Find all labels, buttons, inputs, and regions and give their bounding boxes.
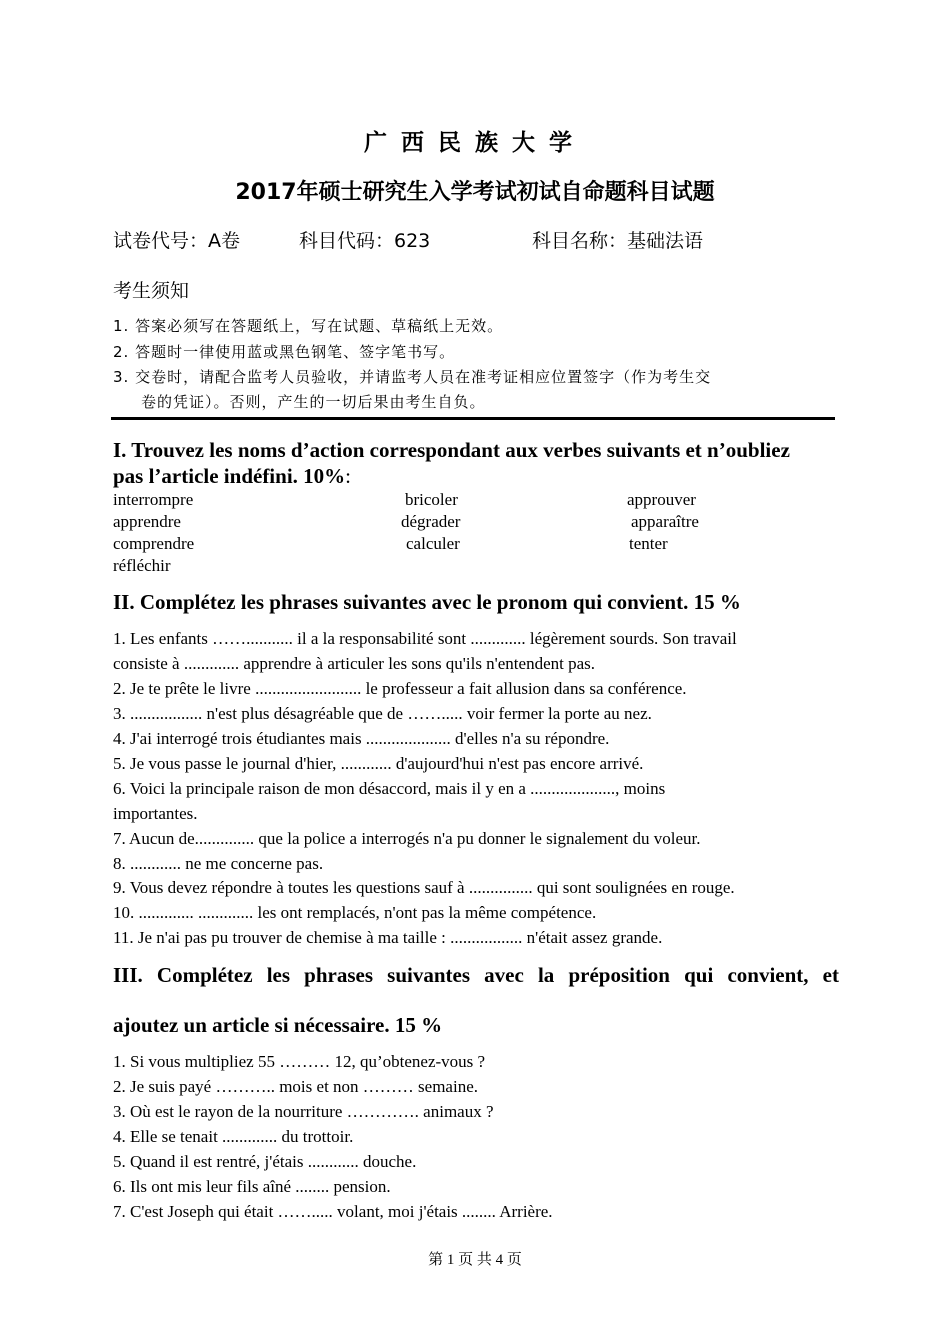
divider-rule xyxy=(111,417,835,420)
notice-title: 考生须知 xyxy=(113,280,190,302)
exercise-line: 7. C'est Joseph qui était ……..... volant, moi j'étais ........ Arrière. xyxy=(113,1202,553,1221)
word-item: dégrader xyxy=(401,512,461,531)
subject-name: 科目名称：基础法语 xyxy=(532,230,704,252)
word-item: interrompre xyxy=(113,490,194,509)
exercise-line: 2. Je suis payé ……….. mois et non ……… semaine. xyxy=(113,1077,478,1096)
exercise-line: 6. Ils ont mis leur fils aîné ........ pension. xyxy=(113,1177,391,1196)
exercise-line: 8. ............ ne me concerne pas. xyxy=(113,854,324,873)
subject-code: 科目代码：623 xyxy=(299,230,431,252)
exercise-line: 3. Où est le rayon de la nourriture …………. animaux ? xyxy=(113,1102,494,1121)
word-item: bricoler xyxy=(405,490,458,509)
exercise-line: 3. ................. n'est plus désagréable que de ……..... voir fermer la porte au nez. xyxy=(113,704,652,723)
notice-item: 卷的凭证）。否则，产生的一切后果由考生自负。 xyxy=(141,393,486,411)
university-name: 广西民族大学 xyxy=(364,130,586,156)
page-number: 第 1 页 共 4 页 xyxy=(428,1252,522,1268)
exercise-line: 9. Vous devez répondre à toutes les questions sauf à ............... qui sont soulignées en rouge. xyxy=(113,878,735,897)
exercise-line: 10. ............. ............. les ont remplacés, n'ont pas la même compétence. xyxy=(113,903,597,922)
exercise-line: 7. Aucun de.............. que la police a interrogés n'a pu donner le signalement du voleur. xyxy=(113,829,701,848)
exercise-line: 2. Je te prête le livre ......................... le professeur a fait allusion dans sa conférence. xyxy=(113,679,687,698)
word-item: réfléchir xyxy=(113,556,171,575)
exercise-line: 5. Quand il est rentré, j'étais ............ douche. xyxy=(113,1152,417,1171)
exam-title: 2017年硕士研究生入学考试初试自命题科目试题 xyxy=(235,180,715,205)
exam-meta xyxy=(113,226,703,253)
section1-title-colon: : xyxy=(345,464,352,488)
paper-code: 试卷代号：A卷 xyxy=(113,230,240,252)
exercise-line: 4. J'ai interrogé trois étudiantes mais .................... d'elles n'a su répondre. xyxy=(113,729,610,748)
word-item: approuver xyxy=(627,490,696,509)
section1-title-line2: pas l’article indéfini. 10% xyxy=(113,464,346,488)
exercise-line: 1. Les enfants ……........... il a la responsabilité sont ............. légèrement sourds. Son travail xyxy=(113,629,737,648)
exercise-line: 6. Voici la principale raison de mon désaccord, mais il y en a ...................., moins xyxy=(113,779,666,798)
notice-item: 1. 答案必须写在答题纸上，写在试题、草稿纸上无效。 xyxy=(113,317,504,335)
section3-title-cont: ajoutez un article si nécessaire. 15 % xyxy=(113,1013,443,1037)
exercise-line: consiste à ............. apprendre à articuler les sons qu'ils n'entendent pas. xyxy=(113,654,595,673)
word-item: apparaître xyxy=(631,512,699,531)
word-item: calculer xyxy=(406,534,460,553)
section1-title-cont xyxy=(113,464,351,489)
notice-item: 3. 交卷时，请配合监考人员验收，并请监考人员在准考证相应位置签字（作为考生交 xyxy=(113,368,712,386)
section1-title: I. Trouvez les noms d’action correspondant aux verbes suivants et n’oubliez xyxy=(113,438,790,462)
exercise-line: 5. Je vous passe le journal d'hier, ............ d'aujourd'hui n'est pas encore arrivé. xyxy=(113,754,644,773)
word-item: tenter xyxy=(629,534,668,553)
exercise-line: 1. Si vous multipliez 55 ……… 12, qu’obtenez-vous ? xyxy=(113,1052,486,1071)
exercise-line: importantes. xyxy=(113,804,198,823)
exercise-line: 11. Je n'ai pas pu trouver de chemise à ma taille : ................. n'était assez grande. xyxy=(113,928,663,947)
notice-item: 2. 答题时一律使用蓝或黑色钢笔、签字笔书写。 xyxy=(113,343,456,361)
section3-title: III. Complétez les phrases suivantes avec la préposition qui convient, et xyxy=(113,963,839,987)
word-item: comprendre xyxy=(113,534,195,553)
exercise-line: 4. Elle se tenait ............. du trottoir. xyxy=(113,1127,354,1146)
word-item: apprendre xyxy=(113,512,181,531)
section2-title: II. Complétez les phrases suivantes avec le pronom qui convient. 15 % xyxy=(113,590,741,614)
